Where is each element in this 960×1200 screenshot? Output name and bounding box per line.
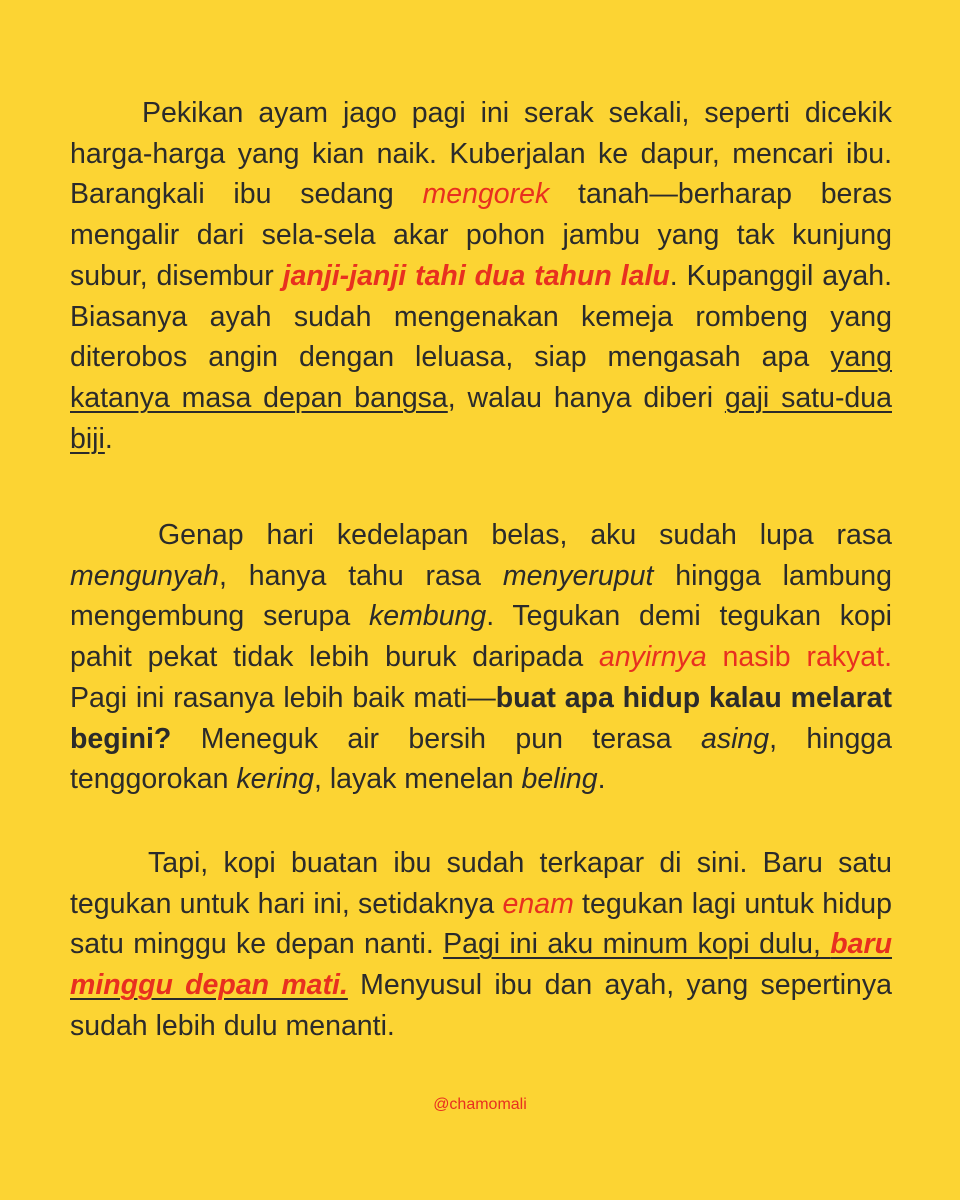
paragraph-2 bbox=[70, 515, 892, 800]
paragraph-3 bbox=[70, 843, 892, 1047]
p1-text-1: Pekikan ayam jago pagi ini serak sekali, seperti dicekik harga-harga yang kian naik. Kuberjalan ke dapur, mencari ibu. Barangkali ibu sedang bbox=[70, 97, 892, 211]
p3-text-1: Tapi, kopi buatan ibu sudah terkapar di sini. Baru satu tegukan untuk hari ini, setidaknya bbox=[70, 847, 892, 920]
p2-text-8: , layak menelan bbox=[314, 763, 522, 796]
p3-text-2: tegukan lagi untuk hidup satu minggu ke depan nanti. bbox=[70, 887, 893, 961]
p3-highlight-mati: baru minggu depan mati. bbox=[70, 928, 892, 1002]
p1-underline-gaji: gaji satu-dua biji bbox=[70, 381, 892, 455]
p2-italic-kering: kering bbox=[236, 763, 315, 796]
p1-highlight-janji: janji-janji tahi dua tahun lalu bbox=[282, 259, 670, 292]
p2-italic-kembung: kembung bbox=[369, 600, 487, 633]
p2-italic-beling: beling bbox=[521, 763, 598, 796]
p1-text-4: , walau hanya diberi bbox=[447, 381, 725, 414]
p2-text-2: , hanya tahu rasa bbox=[218, 559, 503, 592]
p2-bold-question: buat apa hidup kalau melarat begini? bbox=[70, 681, 893, 755]
p2-highlight-anyirnya: anyirnya bbox=[598, 641, 707, 674]
p2-text-7: , hingga tenggorokan bbox=[70, 722, 893, 796]
p1-highlight-mengorek: mengorek bbox=[422, 178, 550, 211]
p3-text-3: Menyusul ibu dan ayah, yang sepertinya sudah lebih dulu menanti. bbox=[70, 969, 892, 1042]
p2-text-6: Meneguk air bersih pun terasa bbox=[171, 722, 701, 755]
p1-text-5: . bbox=[104, 422, 113, 455]
p2-text-3: hingga lambung mengembung serupa bbox=[70, 559, 892, 633]
p2-text-5: Pagi ini rasanya lebih baik mati— bbox=[70, 681, 496, 714]
paragraph-1 bbox=[70, 93, 892, 459]
p1-underline-bangsa: yang katanya masa depan bangsa bbox=[70, 341, 892, 414]
p2-text-4: . Tegukan demi tegukan kopi pahit pekat tidak lebih buruk daripada bbox=[70, 600, 893, 674]
author-credit: @chamomali bbox=[433, 1096, 527, 1113]
p2-highlight-nasib: nasib rakyat. bbox=[706, 641, 892, 674]
p3-underline-pagi: Pagi ini aku minum kopi dulu, bbox=[443, 928, 831, 961]
p2-italic-asing: asing bbox=[700, 722, 770, 755]
p1-text-3: . Kupanggil ayah. Biasanya ayah sudah mengenakan kemeja rombeng yang diterobos angin dengan leluasa, siap mengasah apa bbox=[70, 259, 892, 374]
p2-text-1: Genap hari kedelapan belas, aku sudah lupa rasa bbox=[158, 519, 892, 551]
p2-italic-menyeruput: menyeruput bbox=[502, 559, 654, 592]
p2-italic-mengunyah: mengunyah bbox=[70, 559, 219, 592]
p2-text-9: . bbox=[597, 763, 606, 796]
p3-highlight-enam: enam bbox=[502, 887, 574, 920]
p1-text-2: tanah—berharap beras mengalir dari sela-sela akar pohon jambu yang tak kunjung subur, disembur bbox=[70, 178, 892, 292]
